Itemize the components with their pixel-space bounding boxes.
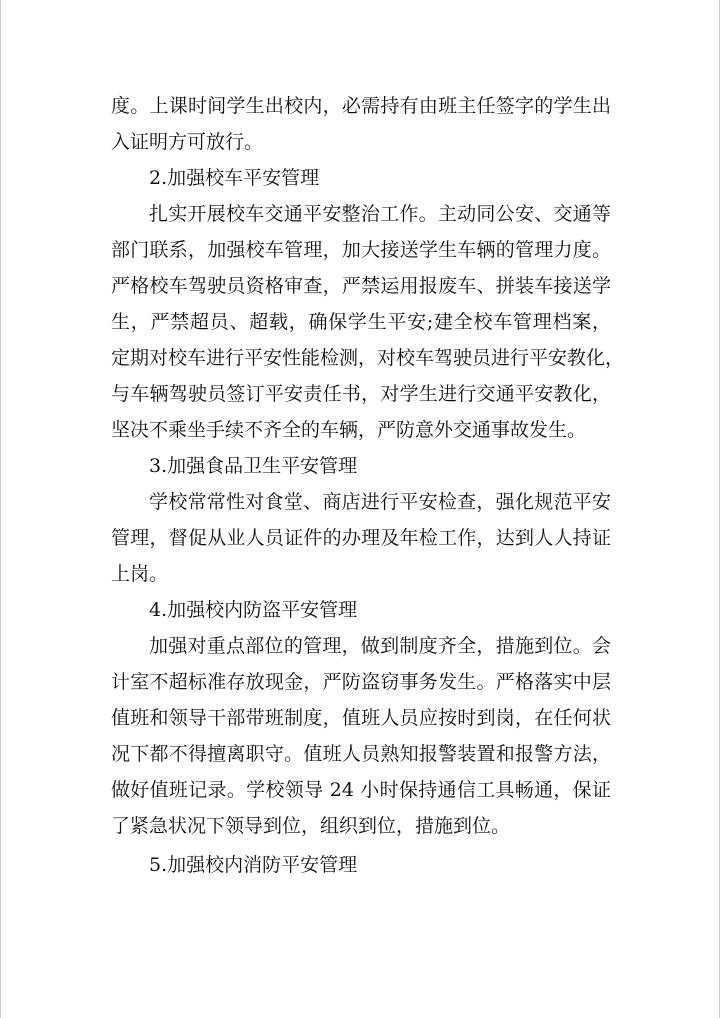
paragraph-line: 部门联系，加强校车管理，加大接送学生车辆的管理力度。: [111, 239, 611, 261]
paragraph-line: 计室不超标准存放现金，严防盗窃事务发生。严格落实中层: [111, 671, 611, 693]
section-heading-3: 3.加强食品卫生平安管理: [149, 455, 358, 477]
paragraph-line: 管理，督促从业人员证件的办理及年检工作，达到人人持证: [111, 527, 611, 549]
paragraph-line: 学校常常性对食堂、商店进行平安检查，强化规范平安: [149, 491, 611, 513]
paragraph-line: 了紧急状况下领导到位，组织到位，措施到位。: [111, 815, 511, 837]
paragraph-line: 值班和领导干部带班制度，值班人员应按时到岗，在任何状: [111, 707, 611, 729]
paragraph-line: 坚决不乘坐手续不齐全的车辆，严防意外交通事故发生。: [111, 419, 587, 441]
paragraph-line: 扎实开展校车交通平安整治工作。主动同公安、交通等: [149, 203, 611, 225]
paragraph-line: 上岗。: [111, 563, 169, 585]
paragraph-line: 定期对校车进行平安性能检测，对校车驾驶员进行平安教化，: [111, 347, 625, 369]
paragraph-line: 加强对重点部位的管理，做到制度齐全，措施到位。会: [149, 635, 611, 657]
paragraph-line: 与车辆驾驶员签订平安责任书，对学生进行交通平安教化，: [111, 383, 611, 405]
section-heading-2: 2.加强校车平安管理: [149, 167, 320, 189]
paragraph-line: 做好值班记录。学校领导 24 小时保持通信工具畅通，保证: [111, 779, 611, 801]
paragraph-line: 生，严禁超员、超载，确保学生平安;建全校车管理档案，: [111, 311, 611, 333]
section-heading-5: 5.加强校内消防平安管理: [149, 854, 358, 876]
paragraph-line: 严格校车驾驶员资格审查，严禁运用报废车、拼装车接送学: [111, 275, 611, 297]
document-body: [111, 88, 625, 883]
section-heading-4: 4.加强校内防盗平安管理: [149, 599, 358, 621]
paragraph-line: 况下都不得擅离职守。值班人员熟知报警装置和报警方法，: [111, 743, 611, 765]
paragraph-line: 度。上课时间学生出校内，必需持有由班主任签字的学生出: [111, 95, 611, 117]
paragraph-line: 入证明方可放行。: [111, 131, 264, 153]
